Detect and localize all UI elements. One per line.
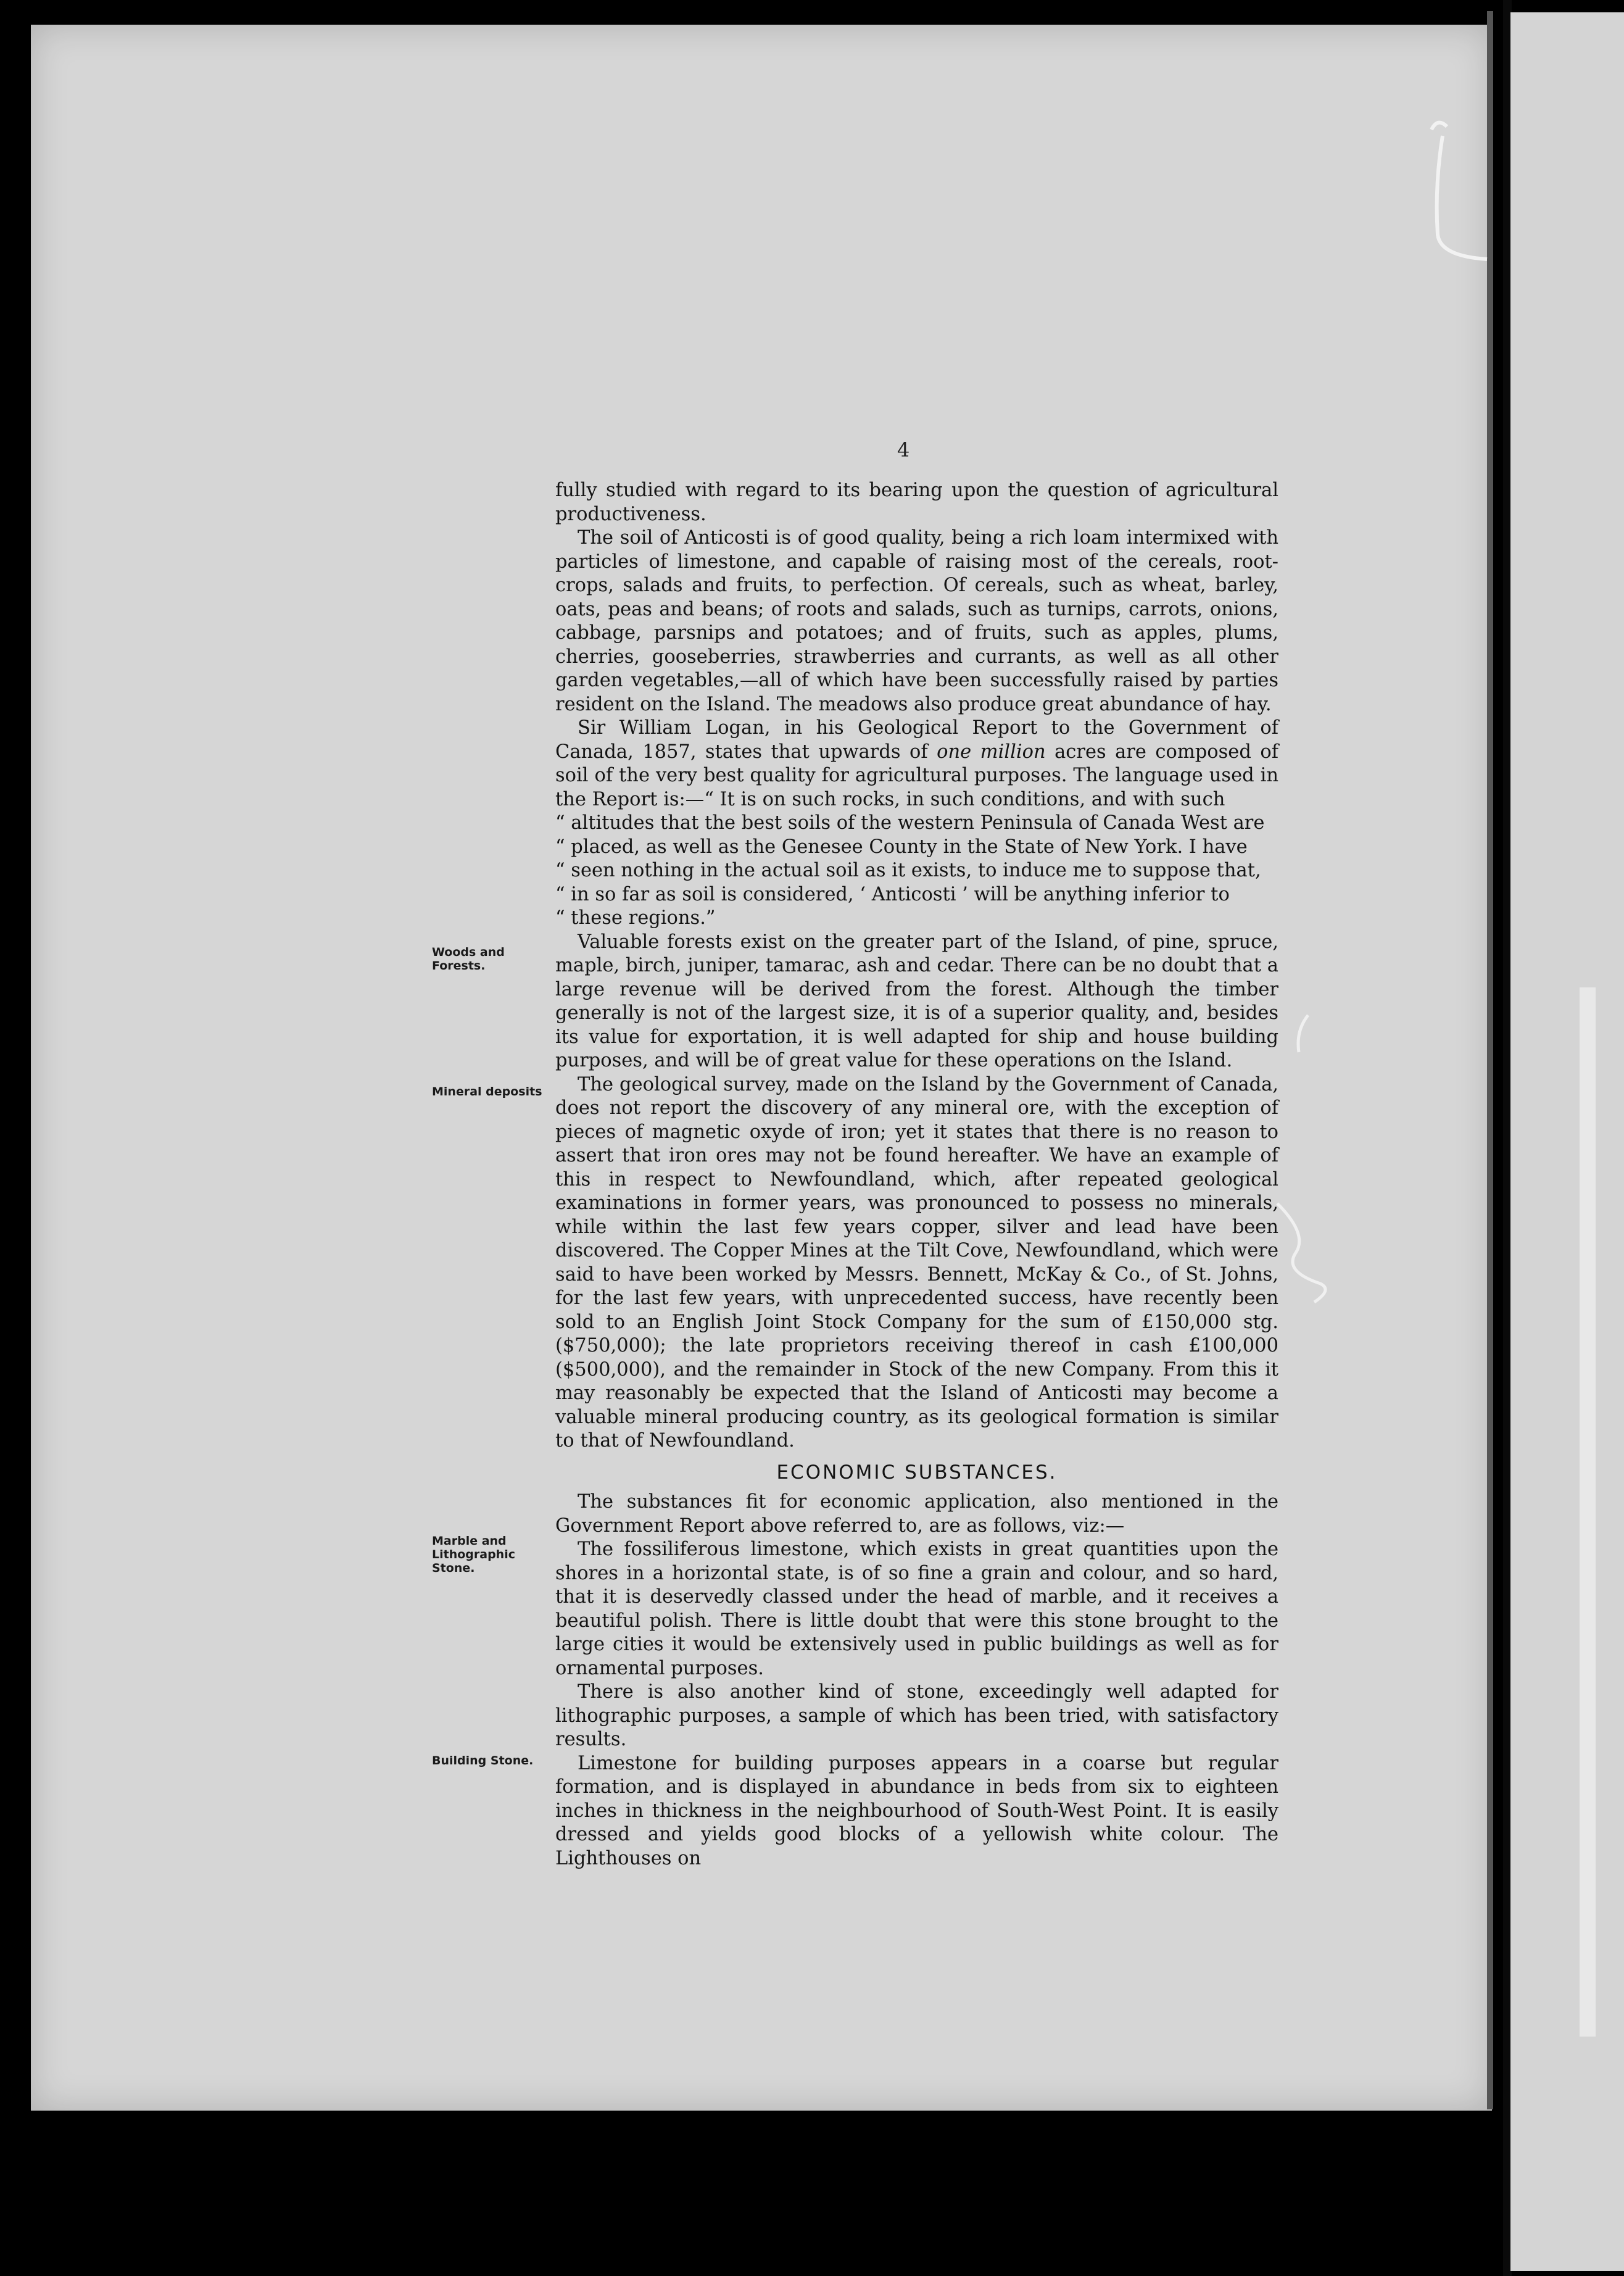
paragraph-logan [555, 716, 1278, 812]
logan-text-a: Sir William Logan, in his Geological Report to the Government of Canada, 1857, states that upwards of [555, 717, 1278, 763]
adjacent-page-edge [1510, 12, 1624, 2271]
adjacent-page-strip [1580, 987, 1596, 2037]
paragraph-substances: The substances fit for economic application, also mentioned in the Government Report above referred to, are as follows, viz:— [555, 1491, 1278, 1537]
quote-line-3: “ seen nothing in the actual soil as it exists, to induce me to suppose that, [555, 860, 1261, 881]
sheet-edge-shadow [1487, 11, 1493, 2109]
page-number: 4 [897, 438, 910, 462]
paragraph-building-stone: Limestone for building purposes appears in a coarse but regular formation, and is displayed in abundance in beds from six to eighteen inches in thickness in the neighbourhood of South-West Point. It is easily dressed and yields good blocks of a yellowish white colour. The Lighthouses on [555, 1752, 1278, 1869]
pencil-mark-small-right [1290, 1012, 1314, 1055]
paragraph-soil: The soil of Anticosti is of good quality, being a rich loam intermixed with particles of limestone, and capable of raising most of the cereals, root-crops, salads and fruits, to perfection. Of cereals, such as wheat, barley, oats, peas and beans; of roots and salads, such as turnips, carrots, onions, cabbage, parsnips and potatoes; and of fruits, such as apples, plums, cherries, gooseberries, strawberries and currants, as well as all other garden vegetables,—all of which have been successfully raised by parties resident on the Island. The meadows also produce great abundance of hay. [555, 527, 1278, 715]
quote-line-2: “ placed, as well as the Genesee County in the State of New York. I have [555, 836, 1248, 858]
marginal-note-minerals: Mineral deposits [432, 1085, 542, 1099]
quote-line-4: “ in so far as soil is considered, ‘ Anticosti ’ will be anything inferior to [555, 883, 1230, 905]
logan-text-b: acres are composed of soil of the very best quality for agricultural purposes. The language used in the Report is:—“ It is on such rocks, in such conditions, and with such [555, 741, 1278, 810]
paragraph-marble: The fossiliferous limestone, which exists in great quantities upon the shores in a horizontal state, is of so fine a grain and colour, and so hard, that it is deservedly classed under the head of marble, and it receives a beautiful polish. There is little doubt that were this stone brought to the large cities it would be extensively used in public buildings as well as for ornamental purposes. [555, 1539, 1278, 1679]
marginal-note-building: Building Stone. [432, 1754, 534, 1767]
paragraph-lithographic: There is also another kind of stone, exceedingly well adapted for lithographic purposes, a sample of which has been tried, with satisfactory results. [555, 1681, 1278, 1750]
body-text [555, 479, 1278, 1871]
marginal-note-marble: Marble and Lithographic Stone. [432, 1534, 515, 1575]
quote-line-5: “ these regions.” [555, 907, 716, 929]
pencil-mark-top-right [1419, 111, 1499, 272]
section-heading: ECONOMIC SUBSTANCES. [776, 1461, 1058, 1484]
quote-line-1: “ altitudes that the best soils of the western Peninsula of Canada West are [555, 812, 1265, 834]
pencil-mark-middle-right [1271, 1197, 1345, 1308]
logan-emphasis: one million [937, 741, 1046, 763]
paragraph-continuation: fully studied with regard to its bearing upon the question of agricultural productiveness. [555, 480, 1278, 525]
marginal-note-woods: Woods and Forests. [432, 945, 505, 973]
paragraph-forests: Valuable forests exist on the greater part of the Island, of pine, spruce, maple, birch, juniper, tamarac, ash and cedar. There can be no doubt that a large revenue will be derived from the forest. Although the timber generally is not of the largest size, it is of a superior quality, and, besides its value for exportation, it is well adapted for ship and house building purposes, and will be of great value for these operations on the Island. [555, 931, 1278, 1071]
paragraph-minerals: The geological survey, made on the Island by the Government of Canada, does not report the discovery of any mineral ore, with the exception of pieces of magnetic oxyde of iron; yet it states that there is no reason to assert that iron ores may not be found hereafter. We have an example of this in respect to Newfoundland, which, after repeated geological examinations in former years, was pronounced to possess no minerals, while within the last few years copper, silver and lead have been discovered. The Copper Mines at the Tilt Cove, Newfoundland, which were said to have been worked by Messrs. Bennett, McKay & Co., of St. Johns, for the last few years, with unprecedented success, have recently been sold to an English Joint Stock Company for the sum of £150,000 stg. ($750,000); the late proprietors receiving thereof in cash £100,000 ($500,000), and the remainder in Stock of the new Company. From this it may reasonably be expected that the Island of Anticosti may become a valuable mineral producing country, as its geological formation is similar to that of Newfoundland. [555, 1073, 1278, 1452]
